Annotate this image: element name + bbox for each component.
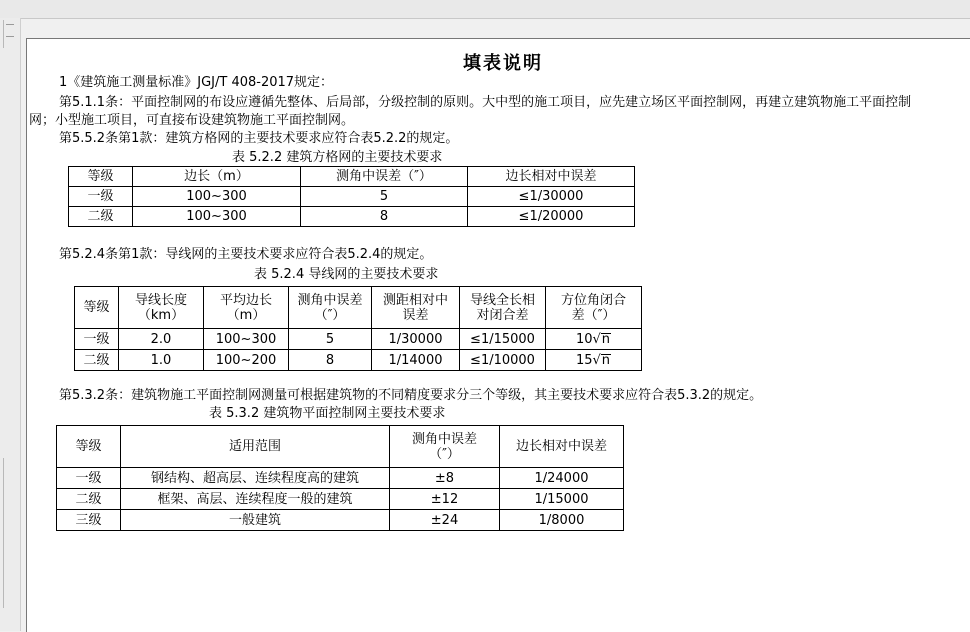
ruler-tick — [6, 36, 14, 37]
table-header — [119, 287, 204, 329]
clause-5-5-2-line: 第5.5.2条第1款：建筑方格网的主要技术要求应符合表5.2.2的规定。 — [59, 131, 459, 146]
table-cell — [546, 329, 642, 350]
header-line: 测角中误差 — [411, 431, 477, 447]
header-line: 导线长度 — [134, 292, 187, 308]
table-header — [289, 287, 372, 329]
table-header — [390, 426, 500, 468]
table-header: 适用范围 — [121, 426, 390, 468]
table-cell: 100~300 — [133, 207, 301, 227]
table-cell: 100~300 — [204, 329, 289, 350]
left-ruler — [0, 18, 21, 631]
window-top-bar — [0, 0, 970, 19]
table-cell: ±12 — [390, 489, 500, 510]
table-header: 边长（m） — [133, 167, 301, 187]
table-cell: 1/8000 — [500, 510, 624, 531]
table-cell: 2.0 — [119, 329, 204, 350]
table-cell: 一级 — [69, 187, 133, 207]
table-cell: 1/15000 — [500, 489, 624, 510]
table-cell: 5 — [301, 187, 468, 207]
table-cell: 5 — [289, 329, 372, 350]
table-row — [75, 350, 642, 371]
table-header: 测角中误差（″） — [301, 167, 468, 187]
table-cell: ≤1/20000 — [468, 207, 635, 227]
header-line: 方位角闭合 — [560, 292, 626, 308]
table-header — [546, 287, 642, 329]
table-cell: 100~300 — [133, 187, 301, 207]
table-cell: 一级 — [57, 468, 121, 489]
header-line: 对闭合差 — [476, 307, 529, 323]
table-header: 边长相对中误差 — [500, 426, 624, 468]
table-cell: ±8 — [390, 468, 500, 489]
table-cell: 1/14000 — [372, 350, 460, 371]
clause-5-3-2-line: 第5.3.2条：建筑物施工平面控制网测量可根据建筑物的不同精度要求分三个等级，其主要技术要求应符合表5.3.2的规定。 — [59, 388, 763, 403]
standard-line: 1《建筑施工测量标准》JGJ/T 408-2017规定： — [59, 75, 334, 90]
page-title: 填表说明 — [463, 53, 543, 74]
table-header — [204, 287, 289, 329]
header-line: （″） — [314, 307, 346, 323]
table-row — [75, 329, 642, 350]
table-cell: 100~200 — [204, 350, 289, 371]
table-cell: ≤1/30000 — [468, 187, 635, 207]
table-cell: 1.0 — [119, 350, 204, 371]
ruler-tick — [6, 24, 14, 25]
header-line: 误差 — [402, 307, 429, 323]
clause-5-2-4-line: 第5.2.4条第1款：导线网的主要技术要求应符合表5.2.4的规定。 — [59, 247, 433, 262]
header-line: 差（″） — [571, 307, 616, 323]
header-line: 平均边长 — [219, 292, 272, 308]
table-cell: 三级 — [57, 510, 121, 531]
table1-caption: 表 5.2.2 建筑方格网的主要技术要求 — [232, 150, 443, 165]
header-line: 测角中误差 — [297, 292, 363, 308]
table-cell: ≤1/15000 — [460, 329, 546, 350]
document-page — [26, 38, 970, 632]
table-header — [372, 287, 460, 329]
table2-caption: 表 5.2.4 导线网的主要技术要求 — [254, 267, 439, 282]
header-line: 等级 — [83, 300, 110, 315]
ruler-line — [3, 20, 4, 48]
table-cell: 框架、高层、连续程度一般的建筑 — [121, 489, 390, 510]
table-cell: 一般建筑 — [121, 510, 390, 531]
table-header — [460, 287, 546, 329]
table-cell: ±24 — [390, 510, 500, 531]
header-line: （″） — [429, 446, 460, 462]
table-header: 边长相对中误差 — [468, 167, 635, 187]
table-cell: 8 — [301, 207, 468, 227]
table-row — [57, 510, 624, 531]
table-cell: ≤1/10000 — [460, 350, 546, 371]
clause-5-1-1-line: 第5.1.1条：平面控制网的布设应遵循先整体、后局部，分级控制的原则。大中型的施工项目，应先建立场区平面控制网，再建立建筑物施工平面控制 — [59, 95, 912, 110]
table3-caption: 表 5.3.2 建筑物平面控制网主要技术要求 — [209, 406, 446, 421]
table-row — [57, 489, 624, 510]
table-header: 等级 — [57, 426, 121, 468]
sqrt-symbol: √ — [592, 352, 601, 368]
table-cell: 钢结构、超高层、连续程度高的建筑 — [121, 468, 390, 489]
sqrt-symbol: √ — [592, 331, 601, 347]
header-line: 导线全长相 — [469, 292, 535, 308]
sqrt-radicand: n — [601, 331, 611, 347]
header-line: （km） — [137, 307, 185, 323]
table-row — [69, 207, 635, 227]
table-5-3-2 — [56, 425, 624, 531]
sqrt-coefficient: 15 — [575, 352, 593, 368]
table-cell: 一级 — [75, 329, 119, 350]
table-cell: 8 — [289, 350, 372, 371]
table-cell: 二级 — [57, 489, 121, 510]
table-cell: 二级 — [75, 350, 119, 371]
header-line: 测距相对中 — [382, 292, 448, 308]
table-cell: 二级 — [69, 207, 133, 227]
table-5-2-2 — [68, 166, 635, 227]
table-5-2-4 — [74, 286, 642, 371]
table-row — [57, 468, 624, 489]
table-header — [75, 287, 119, 329]
sqrt-radicand: n — [601, 352, 611, 368]
header-line: （m） — [226, 307, 266, 323]
table-row — [69, 187, 635, 207]
table-cell — [546, 350, 642, 371]
sqrt-coefficient: 10 — [575, 331, 593, 347]
table-cell: 1/24000 — [500, 468, 624, 489]
ruler-line — [3, 458, 4, 608]
table-cell: 1/30000 — [372, 329, 460, 350]
clause-5-1-1-cont: 网；小型施工项目，可直接布设建筑物施工平面控制网。 — [29, 113, 355, 128]
table-header: 等级 — [69, 167, 133, 187]
